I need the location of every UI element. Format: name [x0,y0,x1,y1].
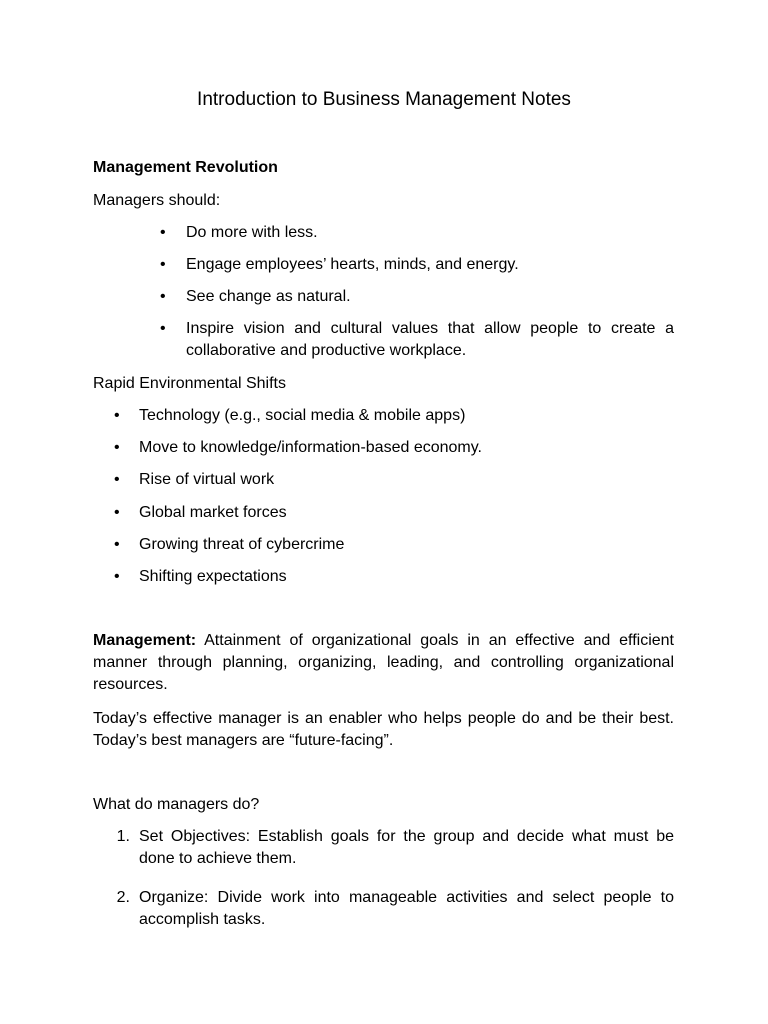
bullet-marker: • [160,224,166,241]
list-number: 2. [116,889,130,906]
bullet-marker: • [114,407,120,424]
list-item: Rise of virtual work [139,471,275,488]
bullet-marker: • [114,439,120,456]
bullet-marker: • [114,536,120,553]
list-item: Technology (e.g., social media & mobile apps) [139,407,466,424]
list-item: Global market forces [139,504,287,521]
bullet-marker: • [114,471,120,488]
list-item: See change as natural. [186,288,351,305]
list-item: Set Objectives: Establish goals for the group and decide what must be done to achieve them. [139,828,674,867]
list-item: Growing threat of cybercrime [139,536,345,553]
functions-question: What do managers do? [93,796,260,813]
bullet-marker: • [114,504,120,521]
manager-description: Today’s effective manager is an enabler who helps people do and be their best. Today’s best managers are “future-facing”. [93,710,674,749]
list-item: Engage employees’ hearts, minds, and energy. [186,256,519,273]
list-item: Move to knowledge/information-based economy. [139,439,482,456]
management-definition [93,630,674,696]
list-item: Shifting expectations [139,568,287,585]
revolution-intro: Managers should: [93,192,221,209]
bullet-marker: • [160,256,166,273]
list-item: Do more with less. [186,224,318,241]
list-item: Inspire vision and cultural values that allow people to create a collaborative and productive workplace. [186,320,674,359]
definition-term: Management: [93,632,197,649]
page-title: Introduction to Business Management Notes [197,89,571,110]
list-item: Organize: Divide work into manageable activities and select people to accomplish tasks. [139,889,674,928]
list-number: 1. [116,828,130,845]
bullet-marker: • [114,568,120,585]
shifts-heading: Rapid Environmental Shifts [93,375,286,392]
bullet-marker: • [160,320,166,337]
bullet-marker: • [160,288,166,305]
revolution-heading: Management Revolution [93,159,278,176]
definition-text: Attainment of organizational goals in an effective and efficient manner through planning, organizing, leading, and controlling organizational resources. [93,632,674,693]
